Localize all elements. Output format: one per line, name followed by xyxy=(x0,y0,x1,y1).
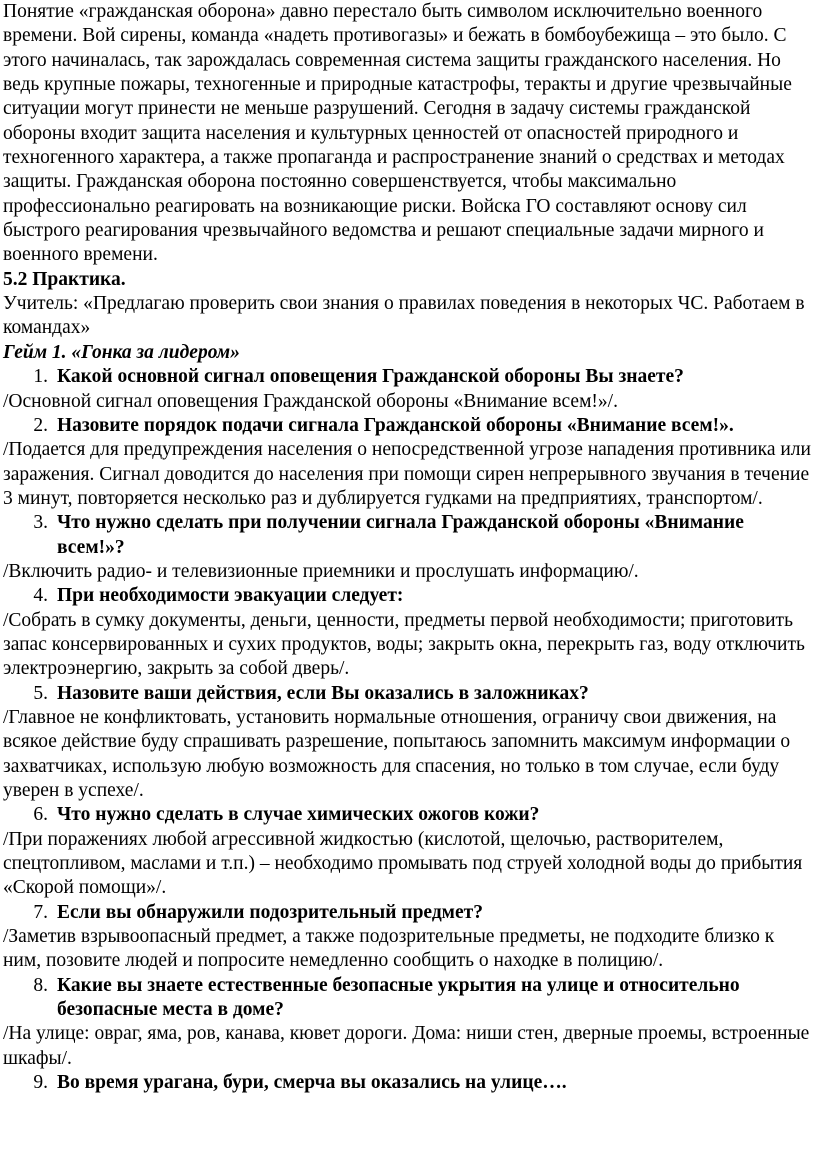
question-item xyxy=(3,414,814,438)
question-number: 8. xyxy=(33,974,48,996)
question-number: 1. xyxy=(33,366,48,388)
question-text: Назовите ваши действия, если Вы оказались в заложниках? xyxy=(57,682,589,704)
answer-text: /Подается для предупреждения населения о непосредственной угрозе нападения противника или заражения. Сигнал доводится до населения при помощи сирен непрерывного звучания в течение 3 минут, повторяется несколько раз и дублируется гудками на предприятиях, транспортом/. xyxy=(3,439,811,509)
question-number: 4. xyxy=(33,585,48,607)
answer-text: /Собрать в сумку документы, деньги, ценности, предметы первой необходимости; приготовить запас консервированных и сухих продуктов, воды; закрыть окна, перекрыть газ, воду отключить электроэнергию, закрыть за собой дверь/. xyxy=(3,609,805,680)
question-text: Какие вы знаете естественные безопасные укрытия на улице и относительно безопасные места в доме? xyxy=(57,974,740,1021)
answer-text: /Главное не конфликтовать, установить нормальные отношения, ограничу свои движения, на всякое действие буду спрашивать разрешение, попытаюсь запомнить максимум информации о захватчиках, использую любую возможность для спасения, но только в том случае, если буду уверен в успехе/. xyxy=(3,706,791,801)
question-number: 2. xyxy=(33,414,48,436)
question-item xyxy=(3,974,814,1023)
question-text: Что нужно сделать в случае химических ожогов кожи? xyxy=(57,804,540,826)
answer-text: /При поражениях любой агрессивной жидкостью (кислотой, щелочью, растворителем, спецтопливом, маслами и т.п.) – необходимо промывать под струей холодной воды до прибытия «Скорой помощи»/. xyxy=(3,828,803,899)
teacher-line: Учитель: «Предлагаю проверить свои знания о правилах поведения в некоторых ЧС. Работаем в командах» xyxy=(3,293,805,339)
intro-paragraph: Понятие «гражданская оборона» давно перестало быть символом исключительно военного времени. Вой сирены, команда «надеть противогазы» и бежать в бомбоубежища – это было. С этого начиналась, так зарождалась современная система защиты гражданского населения. Но ведь крупные пожары, техногенные и природные катастрофы, теракты и другие чрезвычайные ситуации могут принести не меньше разрушений. Сегодня в задачу системы гражданской обороны входит защита населения и культурных ценностей от опасностей природного и техногенного характера, а также пропаганда и распространение знаний о средствах и методах защиты. Гражданская оборона постоянно совершенствуется, чтобы максимально профессионально реагировать на возникающие риски. Войска ГО составляют основу сил быстрого реагирования чрезвычайного ведомства и решают специальные задачи мирного и военного времени. xyxy=(3,1,792,266)
question-item xyxy=(3,511,814,560)
answer-text: /На улице: овраг, яма, ров, канава, кювет дороги. Дома: ниши стен, дверные проемы, встроенные шкафы/. xyxy=(3,1023,810,1069)
answer-text: /Основной сигнал оповещения Гражданской обороны «Внимание всем!»/. xyxy=(3,390,618,412)
answer-text: /Заметив взрывоопасный предмет, а также подозрительные предметы, не подходите близко к ним, позовите людей и попросите немедленно сообщить о находке в полицию/. xyxy=(3,926,775,972)
question-item xyxy=(3,1071,814,1095)
question-number: 5. xyxy=(33,682,48,704)
question-item xyxy=(3,901,814,925)
section-heading: 5.2 Практика. xyxy=(3,268,126,290)
question-item xyxy=(3,365,814,389)
question-text: Назовите порядок подачи сигнала Гражданской обороны «Внимание всем!». xyxy=(57,414,734,436)
answer-text: /Включить радио- и телевизионные приемники и прослушать информацию/. xyxy=(3,560,639,582)
question-text: Во время урагана, бури, смерча вы оказались на улице…. xyxy=(57,1072,567,1094)
question-number: 6. xyxy=(33,804,48,826)
question-text: При необходимости эвакуации следует: xyxy=(57,585,404,607)
question-number: 9. xyxy=(33,1072,48,1094)
question-text: Какой основной сигнал оповещения Гражданской обороны Вы знаете? xyxy=(57,366,684,388)
game-title: Гейм 1. «Гонка за лидером» xyxy=(3,341,240,363)
question-item xyxy=(3,584,814,608)
question-number: 7. xyxy=(33,901,48,923)
question-number: 3. xyxy=(33,512,48,534)
question-item xyxy=(3,682,814,706)
question-item xyxy=(3,803,814,827)
question-text: Если вы обнаружили подозрительный предмет? xyxy=(57,901,483,923)
question-text: Что нужно сделать при получении сигнала Гражданской обороны «Внимание всем!»? xyxy=(57,512,744,558)
